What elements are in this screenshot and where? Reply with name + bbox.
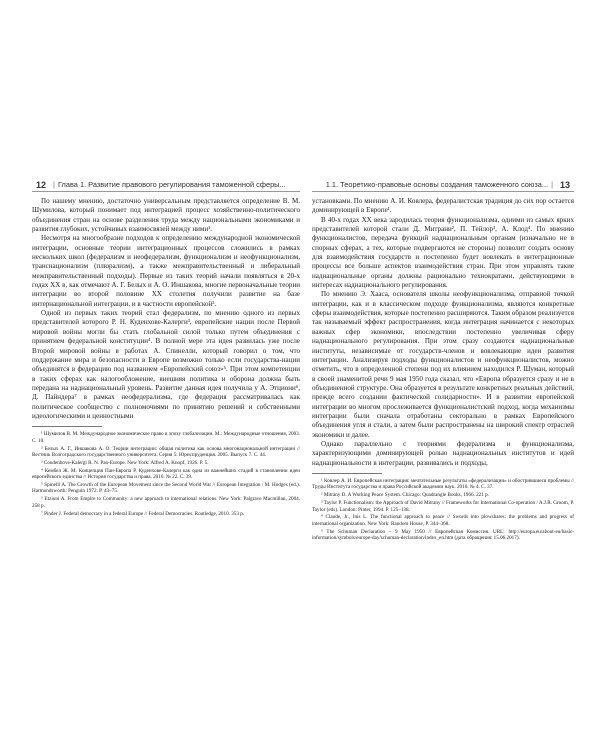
left-page-number: 12 — [36, 179, 47, 190]
right-running-header — [312, 178, 574, 192]
footnote: ⁷ Pinder J. Federal democracy in a federal Europe // Federal Democracies. Routledge, 2010. 353 p. — [41, 510, 245, 517]
right-running-head: 1.1. Теоретико-правовые основы создания таможенного союза... — [325, 180, 549, 189]
left-body-text — [32, 197, 300, 421]
footnote: ⁴ Кембел Ж. М. Концепция Пан-Европа Р. Куденхове-Калерги как одна из важнейших стадий в становлении идеи европейского единства // История государства и права. 2010. № 22. С. 39. — [32, 467, 300, 481]
header-separator: | — [53, 180, 55, 189]
footnote: ⁵ The Schuman Declaration – 9 May 1950 // Европейская Комиссия. URL: http://europa.eu/about-eu/basic-information/symbols/europe-day/schuman-declaration/index_en.htm (дата обращения: 15.06.2017). — [312, 528, 574, 542]
right-page-number: 13 — [559, 179, 570, 190]
footnote: ⁶ Etzioni A. From Empire to Community: a new approach to international relations. New York: Palgrave Macmillan, 2004. 258 p. — [32, 496, 300, 509]
header-separator: | — [551, 180, 553, 189]
footnote: ¹ Ковлер А. И. Европейская интеграция: мечтательные результаты «федерализации» и обострившиеся проблемы // Труды Института государства и права Российской академии наук. 2016. № 4. С. 37. — [312, 477, 574, 491]
paragraph: Одной из первых таких теорий стал федерализм, по мнению одного из первых представителей которого Р. Н. Куденхове-Калерги³, европейские нации после Первой мировой войны могли бы стать глобальной силой только путем объединения с принятием федеральной конституции⁴. В полной мере эта идея развилась уже после Второй мировой войны в работах А. Спинелли, который говорил о том, что поддержание мира и безопасности в Европе возможно только если государства-нации объединятся в федерацию под названием «Европейский союз»⁵. При этом компетенции в таких сферах как налогообложение, внешняя политика и оборона должна быть передана на наднациональный уровень. Развитие данная идея получила у А. Этциони⁶, Д. Пайндера⁷ в рамках неофедерализма, где федерация рассматривалась как политическое сообщество с полномочиями по принятию решений и собственными идеологическими и ценностными — [32, 309, 300, 420]
paragraph: Однако параллельно с теориями федерализма и функционализма, характеризующими доминирующей ролью наднациональных институтов и идей наднациональности в интеграции, развивались и подходы, — [312, 439, 574, 467]
left-page — [32, 178, 300, 518]
paragraph: В 40-х годах XX века зародилась теория функционализма, одними из самых ярких представителей которой стали Д. Митрани², П. Тейлор³, А. Клод⁴. По мнению функционалистов, передача функций наднациональным органам (изначально не в спорных сферах, а тех, которые подвергаются не стороны) позволит создать основу для взаимодействия государств и постепенно будет вовлекать в интеграционные процессы все больше аспектов взаимодействия стран. При этом управлять такие наднациональные органы должны рационально технократами, действующими в интересах наднационального регулирования. — [312, 215, 574, 290]
footnote: ⁵ Spinelli A. The Growth of the European Movement since the Second World War // European Integration / M. Hodges (ed.). Harmondsworth: Penguin 1972. P. 43–75. — [32, 481, 300, 495]
footnote: ² Mitrany D. A Working Peace System. Chicago: Quadrangle Books, 1966. 221 p. — [321, 492, 489, 499]
right-body-text — [312, 197, 574, 468]
footnote: ³ Taylor P. Functionalism: the Approach of David Mitrany // Frameworks for International Co-operation / A.J.R. Groom, P. Taylor (eds). London: Pinter, 1994. P. 125–138. — [312, 500, 574, 513]
left-running-head: Глава 1. Развитие правового регулирования таможенной сферы... — [57, 180, 286, 189]
paragraph: По нашему мнению, достаточно универсальным представляется определение В. М. Шумилова, который понимает под интеграцией процесс хозяйственно-политического объединения стран на основе разделения труда между национальными экономиками и развития глубоких, устойчивых взаимосвязей между ними¹. — [32, 197, 300, 234]
footnote-divider — [312, 473, 382, 474]
left-running-header — [32, 178, 300, 192]
footnote: ³ Coudenhove-Kalergi R. N. Pan-Europe. New York: Alfred A. Knopf, 1926. P. 5. — [41, 459, 209, 466]
left-footnotes — [32, 431, 300, 517]
right-footnotes — [312, 478, 574, 542]
paragraph: Несмотря на многообразие подходов к определению международной экономической интеграции, основные теории интеграционных процессов сложились в рамках нескольких школ (федерализм и неофедерализм, функционализм и неофункционализм, транснационализм (плюрализм), а также межправительственный и либеральный межправительственный подходы). Первые из таких теорий начали появляться в 20-х годах XX в, как отмечают А. Г. Белых и А. О. Иншакова, многие первоначальные теории интеграции во второй половине XX столетия получили развитие на базе интернациональной интеграции, и в частности европейской². — [32, 234, 300, 308]
footnote: ² Белых А. Г., Иншакова А. О. Теории интеграции: общая политика как основа многонациональной интеграции // Вестник Волгоградского государственного университета. Серия 5: Юриспруденция. 2005. Выпуск 7. С. 44. — [32, 445, 300, 458]
footnote: ⁴ Claude, Jr., Inis L. The functional approach to peace // Swords into plowshares: the problems and progress of international organization. New York: Random House, P. 344–368. — [312, 514, 574, 527]
paragraph: По мнению Э. Хааса, основателя школы неофункционализма, отправной точкой интеграции, как и в классическом подходе функционализма, являются конкретные сферы взаимодействия, которые постепенно расширяются. Таким образом реализуется так называемый эффект распространения, когда интеграция начинается с некоторых важных сфер экономики, впоследствии постепенно увеличивая сферу наднационального регулирования. При этом сразу создаются наднациональные институты, независимые от государств-членов и вовлекающие идеи развития интеграции. Анализируя подходы функционалистов и неофункционалистов, можно отметить, что в определенной степени под их влиянием находился Р. Шуман, который в своей знаменитой речи 9 мая 1950 года сказал, что «Европа образуется сразу и не в объединенной структуре. Она образуется в результате конкретных реальных действий, прежде всего создании фактической солидарности». И в развитии европейской интеграции во многом прослеживается функционалистский подход, когда механизмы интеграции были сначала отработаны секторально в рамках Европейского объединения угля и стали, а затем были распространены на широкий спектр отраслей экономики и далее. — [312, 290, 574, 439]
paragraph: установками. По мнению А. И. Ковлера, федералистская традиция до сих пор остается доминирующей в Европе¹. — [312, 197, 574, 215]
footnote: ¹ Шумилов В. М. Международное экономическое право в эпоху глобализации. М.: Международные отношения, 2003. С. 10. — [32, 431, 300, 444]
footnote-divider — [32, 426, 102, 427]
right-page — [312, 178, 574, 543]
